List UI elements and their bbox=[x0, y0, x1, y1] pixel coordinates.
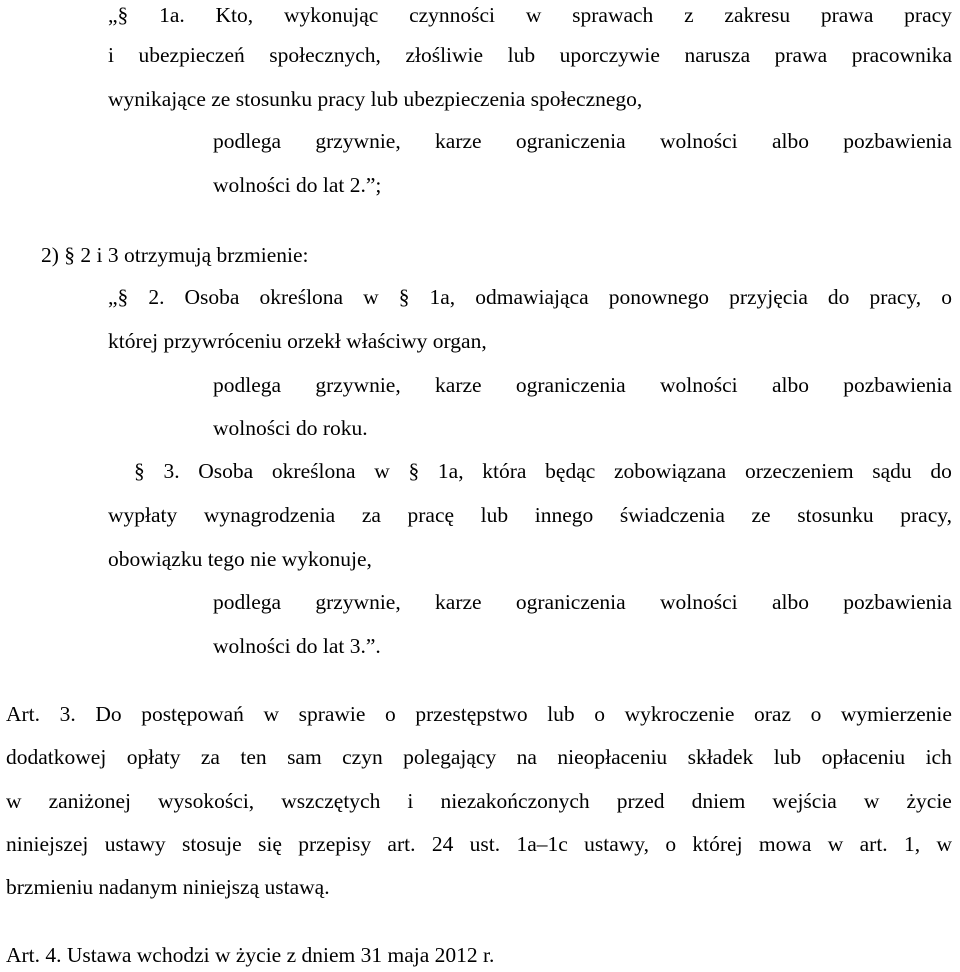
word: prawa bbox=[820, 3, 874, 27]
text-line bbox=[108, 40, 952, 70]
text-line bbox=[213, 587, 952, 617]
word: albo bbox=[771, 129, 809, 153]
word: i bbox=[108, 43, 114, 67]
word: art. bbox=[387, 832, 416, 856]
word: grzywnie, bbox=[315, 373, 401, 397]
word: 1a. bbox=[159, 3, 185, 27]
word: grzywnie, bbox=[315, 129, 401, 153]
word: społecznych, bbox=[269, 43, 381, 67]
word: wysokości, bbox=[158, 789, 255, 813]
word: złośliwie bbox=[405, 43, 484, 67]
word: polegający bbox=[403, 745, 497, 769]
word: ubezpieczeń bbox=[138, 43, 245, 67]
word: będąc bbox=[545, 459, 596, 483]
word: wolności bbox=[660, 590, 738, 614]
word: sprawie bbox=[298, 702, 366, 726]
word: której bbox=[692, 832, 743, 856]
word: Art. bbox=[6, 702, 41, 726]
word: w bbox=[6, 789, 22, 813]
word: stosunku bbox=[797, 503, 874, 527]
text-line bbox=[108, 282, 952, 312]
word: ze bbox=[751, 503, 771, 527]
word: przepisy bbox=[298, 832, 372, 856]
word: 2. bbox=[148, 285, 165, 309]
text-line: obowiązku tego nie wykonuje, bbox=[108, 547, 372, 571]
word: o bbox=[385, 702, 396, 726]
word: w bbox=[263, 702, 279, 726]
word: ponownego bbox=[608, 285, 710, 309]
word: wypłaty bbox=[108, 503, 178, 527]
word: podlega bbox=[213, 373, 282, 397]
word: do bbox=[827, 285, 850, 309]
word: zobowiązana bbox=[614, 459, 727, 483]
word: 1a, bbox=[437, 459, 464, 483]
word: i bbox=[407, 789, 414, 813]
word: o bbox=[810, 702, 822, 726]
word: pracy, bbox=[869, 285, 922, 309]
word: wszczętych bbox=[281, 789, 381, 813]
word: ustawy, bbox=[584, 832, 649, 856]
word: ich bbox=[925, 745, 952, 769]
text-line bbox=[6, 829, 952, 859]
word: 24 bbox=[431, 832, 454, 856]
word: wejścia bbox=[772, 789, 837, 813]
word: sprawach bbox=[572, 3, 654, 27]
word: określona bbox=[259, 285, 344, 309]
word: niezakończonych bbox=[440, 789, 590, 813]
text-line bbox=[108, 0, 952, 30]
word: ten bbox=[240, 745, 267, 769]
text-line bbox=[213, 370, 952, 400]
word: sądu bbox=[872, 459, 912, 483]
word: się bbox=[258, 832, 282, 856]
word: pozbawienia bbox=[843, 129, 952, 153]
word: przestępstwo bbox=[415, 702, 528, 726]
word: dodatkowej bbox=[6, 745, 107, 769]
word: postępowań bbox=[141, 702, 244, 726]
word: odmawiająca bbox=[475, 285, 589, 309]
word: w bbox=[863, 789, 880, 813]
text-line: 2) § 2 i 3 otrzymują brzmienie: bbox=[41, 243, 309, 267]
word: zakresu bbox=[724, 3, 791, 27]
word: pozbawienia bbox=[843, 373, 952, 397]
word: lub bbox=[507, 43, 536, 67]
word: sam bbox=[287, 745, 322, 769]
word: Osoba bbox=[198, 459, 254, 483]
word: opłaty bbox=[126, 745, 181, 769]
text-line: wolności do lat 2.”; bbox=[213, 173, 382, 197]
text-line bbox=[6, 742, 952, 772]
word: z bbox=[684, 3, 694, 27]
word: wolności bbox=[660, 373, 738, 397]
word: wymierzenie bbox=[840, 702, 952, 726]
word: opłaceniu bbox=[821, 745, 906, 769]
word: ust. bbox=[469, 832, 501, 856]
word: wykroczenie bbox=[624, 702, 735, 726]
word: wykonując bbox=[283, 3, 379, 27]
text-line: wolności do roku. bbox=[213, 416, 368, 440]
text-line bbox=[213, 126, 952, 156]
word: albo bbox=[771, 590, 809, 614]
word: określona bbox=[271, 459, 356, 483]
word: 1a–1c bbox=[516, 832, 568, 856]
word: podlega bbox=[213, 129, 282, 153]
word: 1, bbox=[904, 832, 921, 856]
word: orzeczeniem bbox=[744, 459, 854, 483]
word: dniem bbox=[691, 789, 746, 813]
word: w bbox=[525, 3, 542, 27]
word: świadczenia bbox=[619, 503, 725, 527]
word: § bbox=[134, 459, 145, 483]
word: prawa bbox=[774, 43, 828, 67]
word: oraz bbox=[754, 702, 791, 726]
word: o bbox=[941, 285, 952, 309]
word: innego bbox=[534, 503, 594, 527]
text-line: wynikające ze stosunku pracy lub ubezpieczenia społecznego, bbox=[108, 87, 643, 111]
word: karze bbox=[435, 590, 482, 614]
word: lub bbox=[773, 745, 802, 769]
text-line bbox=[6, 699, 952, 729]
text-line: brzmieniu nadanym niniejszą ustawą. bbox=[6, 875, 330, 899]
word: § bbox=[398, 285, 410, 309]
word: ograniczenia bbox=[515, 129, 626, 153]
word: na bbox=[516, 745, 537, 769]
word: lub bbox=[480, 503, 509, 527]
text-line: wolności do lat 3.”. bbox=[213, 634, 381, 658]
word: ograniczenia bbox=[515, 590, 626, 614]
word: Kto, bbox=[215, 3, 254, 27]
text-line bbox=[6, 786, 952, 816]
word: przyjęcia bbox=[729, 285, 808, 309]
word: Do bbox=[95, 702, 122, 726]
word: o bbox=[665, 832, 677, 856]
word: życie bbox=[906, 789, 952, 813]
word: w bbox=[936, 832, 952, 856]
word: pracy bbox=[904, 3, 952, 27]
word: do bbox=[930, 459, 952, 483]
word: w bbox=[827, 832, 844, 856]
word: Osoba bbox=[184, 285, 240, 309]
text-line bbox=[134, 456, 952, 486]
word: pozbawienia bbox=[843, 590, 952, 614]
word: pracownika bbox=[851, 43, 952, 67]
word: podlega bbox=[213, 590, 282, 614]
word: 1a, bbox=[429, 285, 456, 309]
word: która bbox=[482, 459, 527, 483]
word: w bbox=[363, 285, 379, 309]
text-line: której przywróceniu orzekł właściwy organ, bbox=[108, 329, 487, 353]
word: wynagrodzenia bbox=[203, 503, 336, 527]
word: stosuje bbox=[181, 832, 242, 856]
word: art. bbox=[859, 832, 888, 856]
word: ograniczenia bbox=[515, 373, 626, 397]
text-line: Art. 4. Ustawa wchodzi w życie z dniem 31 maja 2012 r. bbox=[6, 943, 495, 967]
word: przed bbox=[616, 789, 665, 813]
word: czyn bbox=[342, 745, 383, 769]
word: grzywnie, bbox=[315, 590, 401, 614]
word: § bbox=[408, 459, 420, 483]
word: mowa bbox=[758, 832, 812, 856]
word: wolności bbox=[660, 129, 738, 153]
word: ustawy bbox=[104, 832, 166, 856]
word: karze bbox=[435, 129, 482, 153]
word: zaniżonej bbox=[48, 789, 131, 813]
word: nieopłaceniu bbox=[557, 745, 668, 769]
word: o bbox=[594, 702, 605, 726]
word: 3. bbox=[59, 702, 76, 726]
word: składek bbox=[687, 745, 754, 769]
word: niniejszej bbox=[6, 832, 89, 856]
word: pracę bbox=[407, 503, 455, 527]
word: za bbox=[200, 745, 220, 769]
word: „§ bbox=[108, 285, 129, 309]
word: „§ bbox=[108, 3, 129, 27]
word: lub bbox=[547, 702, 575, 726]
text-line bbox=[108, 500, 952, 530]
word: albo bbox=[771, 373, 809, 397]
word: w bbox=[374, 459, 390, 483]
word: pracy, bbox=[900, 503, 952, 527]
word: karze bbox=[435, 373, 482, 397]
word: narusza bbox=[684, 43, 751, 67]
word: za bbox=[361, 503, 381, 527]
word: czynności bbox=[409, 3, 496, 27]
word: 3. bbox=[163, 459, 180, 483]
word: uporczywie bbox=[559, 43, 660, 67]
